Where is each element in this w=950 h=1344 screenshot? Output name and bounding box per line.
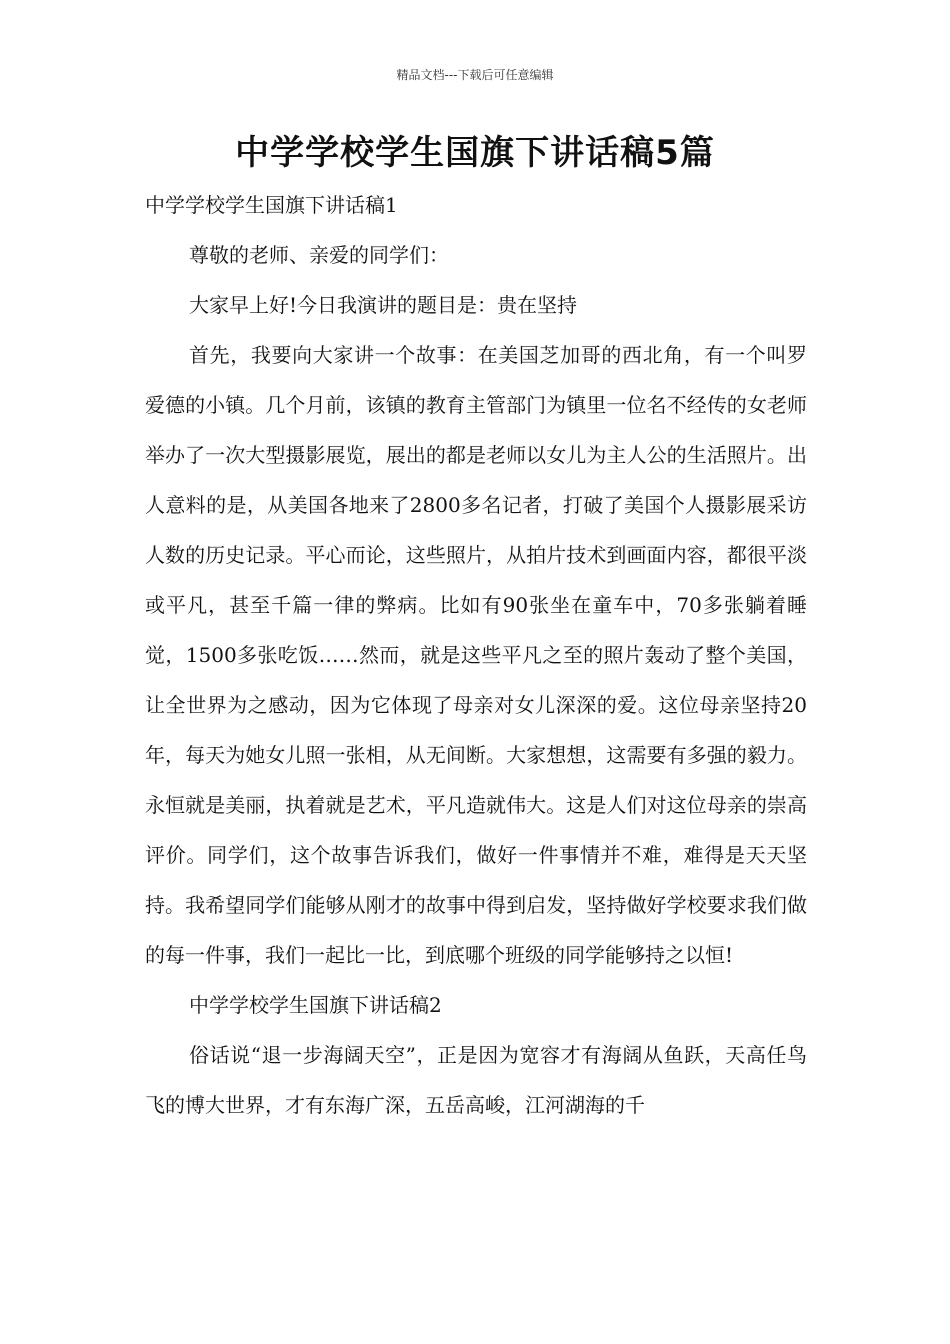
body-paragraph: 俗话说“退一步海阔天空”，正是因为宽容才有海阔从鱼跃，天高任鸟飞的博大世界，才有东海广深，五岳高峻，江河湖海的千 [145, 1043, 807, 1117]
body-paragraph: 首先，我要向大家讲一个故事：在美国芝加哥的西北角，有一个叫罗爱德的小镇。几个月前，该镇的教育主管部门为镇里一位名不经传的女老师举办了一次大型摄影展览，展出的都是老师以女儿为主人公的生活照片。出人意料的是，从美国各地来了2800多名记者，打破了美国个人摄影展采访人数的历史记录。平心而论，这些照片，从拍片技术到画面内容，都很平淡或平凡，甚至千篇一律的弊病。比如有90张坐在童车中，70多张躺着睡觉，1500多张吃饭……然而，就是这些平凡之至的照片轰动了整个美国，让全世界为之感动，因为它体现了母亲对女儿深深的爱。这位母亲坚持20年，每天为她女儿照一张相，从无间断。大家想想，这需要有多强的毅力。永恒就是美丽，执着就是艺术，平凡造就伟大。这是人们对这位母亲的崇高评价。同学们，这个故事告诉我们，做好一件事情并不难，难得是天天坚持。我希望同学们能够从刚才的故事中得到启发，坚持做好学校要求我们做的每一件事，我们一起比一比，到底哪个班级的同学能够持之以恒! [145, 343, 807, 967]
document-body [145, 180, 807, 1130]
greeting: 大家早上好!今日我演讲的题目是：贵在坚持 [189, 293, 578, 317]
section-heading-2: 中学学校学生国旗下讲话稿2 [189, 993, 442, 1017]
header-note: 精品文档---下载后可任意编辑 [396, 68, 554, 82]
document-title: 中学学校学生国旗下讲话稿5篇 [235, 133, 715, 173]
section-heading-1: 中学学校学生国旗下讲话稿1 [145, 193, 398, 217]
salutation: 尊敬的老师、亲爱的同学们： [189, 243, 449, 267]
